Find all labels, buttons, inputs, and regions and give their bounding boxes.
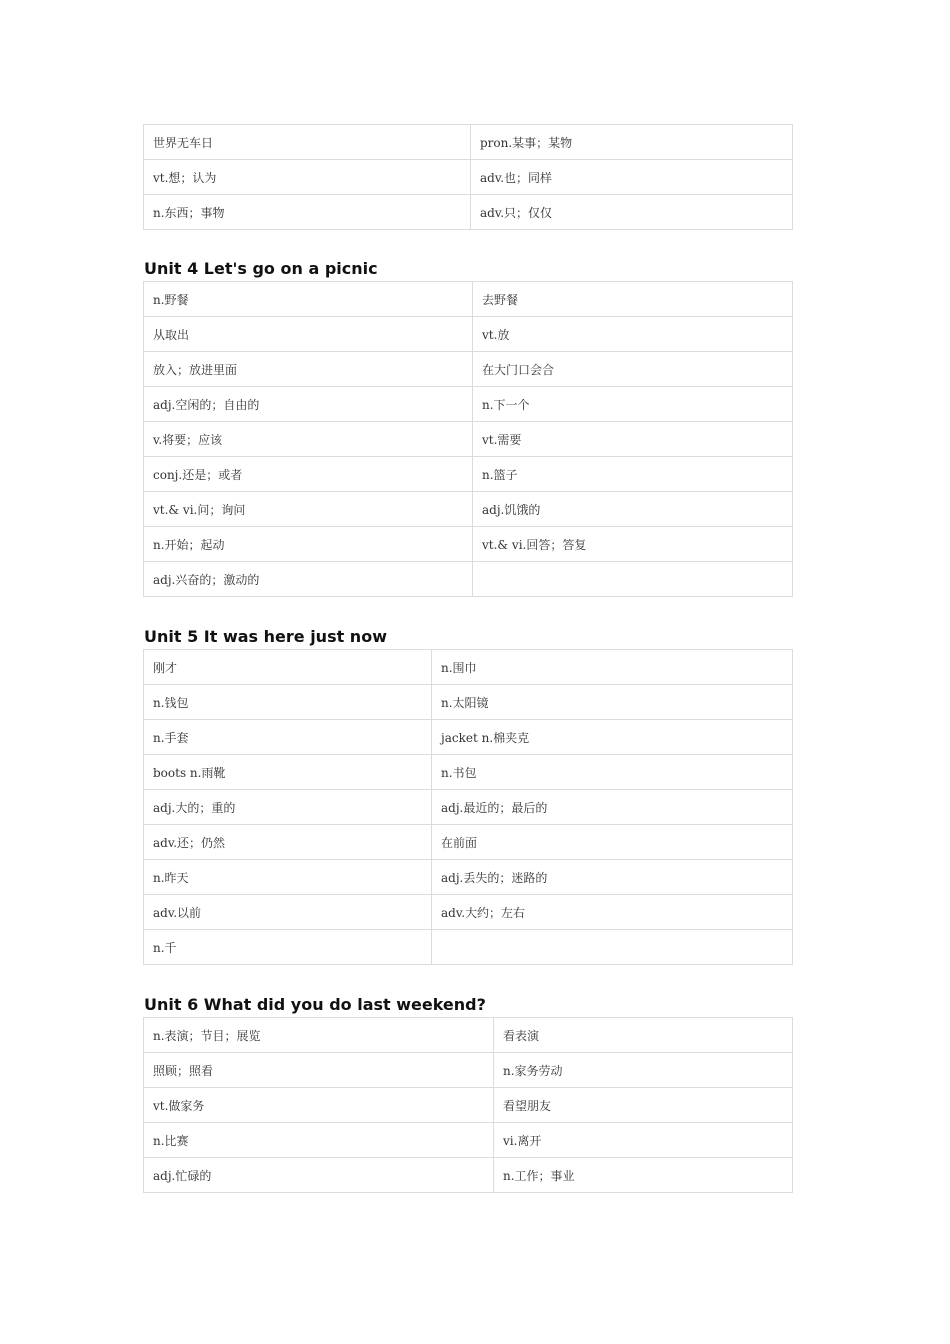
table-row [144, 492, 793, 527]
table-cell: pron.某事；某物 [471, 125, 793, 160]
table-cell: n.书包 [432, 755, 793, 790]
table-cell: n.围巾 [432, 650, 793, 685]
section-heading-unit-4: Unit 4 Let's go on a picnic [144, 259, 378, 278]
table-row [144, 282, 793, 317]
table-row [144, 195, 793, 230]
table-row [144, 457, 793, 492]
table-cell: 在大门口会合 [473, 352, 793, 387]
table-cell: 看望朋友 [494, 1088, 793, 1123]
table-cell: n.千 [144, 930, 432, 965]
table-cell: n.篮子 [473, 457, 793, 492]
table-cell: adv.只；仅仅 [471, 195, 793, 230]
table-cell: vt.& vi.回答；答复 [473, 527, 793, 562]
table-row [144, 527, 793, 562]
table-cell: 从取出 [144, 317, 473, 352]
table-row [144, 650, 793, 685]
table-cell: vt.做家务 [144, 1088, 494, 1123]
table-cell: vt.想；认为 [144, 160, 471, 195]
table-cell: adj.空闲的；自由的 [144, 387, 473, 422]
table-row [144, 1088, 793, 1123]
table-row [144, 720, 793, 755]
table-cell: 在前面 [432, 825, 793, 860]
vocab-table-unit-6 [143, 1017, 793, 1193]
table-cell: n.野餐 [144, 282, 473, 317]
table-cell [432, 930, 793, 965]
table-cell: adj.最近的；最后的 [432, 790, 793, 825]
table-row [144, 895, 793, 930]
table-cell: n.昨天 [144, 860, 432, 895]
table-cell: n.钱包 [144, 685, 432, 720]
table-row [144, 930, 793, 965]
table-cell: conj.还是；或者 [144, 457, 473, 492]
table-cell: n.比赛 [144, 1123, 494, 1158]
table-row [144, 1123, 793, 1158]
table-cell: 刚才 [144, 650, 432, 685]
table-row [144, 1053, 793, 1088]
table-cell: n.家务劳动 [494, 1053, 793, 1088]
table-cell: vi.离开 [494, 1123, 793, 1158]
vocab-table-unit-5 [143, 649, 793, 965]
table-row [144, 860, 793, 895]
table-cell: adj.忙碌的 [144, 1158, 494, 1193]
section-heading-unit-5: Unit 5 It was here just now [144, 627, 387, 646]
table-cell: adj.丢失的；迷路的 [432, 860, 793, 895]
table-cell: adv.还；仍然 [144, 825, 432, 860]
table-cell: vt.需要 [473, 422, 793, 457]
table-cell: v.将要；应该 [144, 422, 473, 457]
table-row [144, 422, 793, 457]
table-cell: n.太阳镜 [432, 685, 793, 720]
table-cell: n.表演；节目；展览 [144, 1018, 494, 1053]
table-cell: 放入；放进里面 [144, 352, 473, 387]
table-cell: adv.以前 [144, 895, 432, 930]
table-row [144, 790, 793, 825]
table-row [144, 685, 793, 720]
table-row [144, 387, 793, 422]
table-row [144, 562, 793, 597]
table-cell: 世界无车日 [144, 125, 471, 160]
table-row [144, 1018, 793, 1053]
table-cell: n.手套 [144, 720, 432, 755]
table-cell [473, 562, 793, 597]
table-row [144, 160, 793, 195]
table-row [144, 317, 793, 352]
vocab-table-unit-3 [143, 124, 793, 230]
table-row [144, 755, 793, 790]
table-row [144, 352, 793, 387]
table-cell: adj.饥饿的 [473, 492, 793, 527]
table-row [144, 1158, 793, 1193]
table-cell: n.工作；事业 [494, 1158, 793, 1193]
table-cell: vt.放 [473, 317, 793, 352]
table-row [144, 825, 793, 860]
table-cell: jacket n.棉夹克 [432, 720, 793, 755]
table-cell: 看表演 [494, 1018, 793, 1053]
table-cell: n.开始；起动 [144, 527, 473, 562]
table-cell: boots n.雨靴 [144, 755, 432, 790]
table-cell: adv.大约；左右 [432, 895, 793, 930]
table-cell: 照顾；照看 [144, 1053, 494, 1088]
table-cell: adj.兴奋的；激动的 [144, 562, 473, 597]
table-cell: vt.& vi.问；询问 [144, 492, 473, 527]
table-cell: n.东西；事物 [144, 195, 471, 230]
table-cell: adv.也；同样 [471, 160, 793, 195]
table-cell: 去野餐 [473, 282, 793, 317]
vocab-table-unit-4 [143, 281, 793, 597]
section-heading-unit-6: Unit 6 What did you do last weekend? [144, 995, 486, 1014]
table-cell: adj.大的；重的 [144, 790, 432, 825]
table-row [144, 125, 793, 160]
table-cell: n.下一个 [473, 387, 793, 422]
